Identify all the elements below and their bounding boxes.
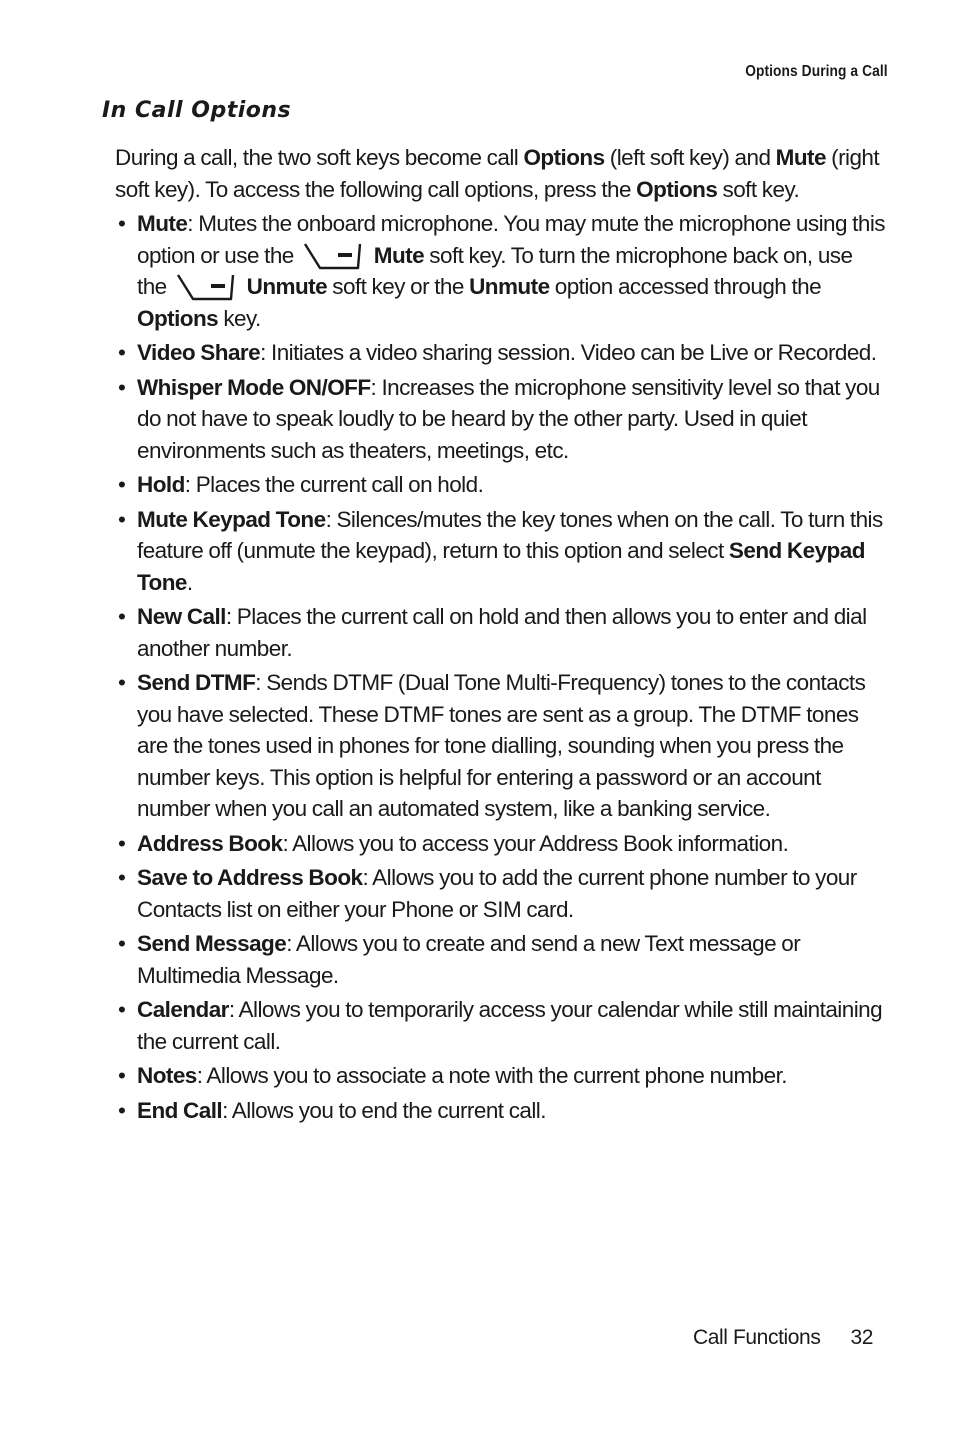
- bullet: •: [118, 340, 126, 365]
- list-item-send-dtmf: • Send DTMF: Sends DTMF (Dual Tone Multi-Frequency) tones to the contacts you have selected. These DTMF tones are sent as a group. The DTMF tones are the tones used in phones for tone dialling, sounding when you press the number keys. This option is helpful for entering a password or an account number when you call an automated system, like a banking service.: [115, 667, 887, 825]
- bullet: •: [118, 506, 126, 532]
- list-item-address-book: • Address Book: Allows you to access your Address Book information.: [115, 828, 887, 860]
- bullet: •: [118, 472, 126, 497]
- bullet: •: [118, 931, 126, 956]
- section-title: In Call Options: [102, 98, 292, 123]
- list-item-new-call: • New Call: Places the current call on hold and then allows you to enter and dial another number.: [115, 601, 887, 664]
- list-item-mute: • Mute: Mutes the onboard microphone. You may mute the microphone using this option or use the Mute soft key. To turn the microphone back on, use the Unmute soft key or the Unmute option accessed through the Options key.: [115, 208, 887, 334]
- footer-chapter: Call Functions: [692, 1326, 821, 1349]
- options-term: Options: [523, 145, 605, 170]
- bullet: •: [118, 211, 126, 236]
- page-number: 32: [850, 1326, 873, 1349]
- bullet: •: [118, 865, 126, 890]
- bullet: •: [118, 830, 126, 856]
- bullet: •: [118, 997, 126, 1022]
- bullet: •: [118, 670, 126, 695]
- call-options-list: [115, 208, 887, 1126]
- right-soft-key-icon: [302, 240, 364, 274]
- list-item-mute-keypad-tone: • Mute Keypad Tone: Silences/mutes the key tones when on the call. To turn this feature off (unmute the keypad), return to this option and select Send Keypad Tone.: [115, 504, 887, 599]
- right-soft-key-icon: [175, 271, 237, 305]
- page-footer: [693, 1326, 873, 1350]
- options-term: Options: [636, 176, 718, 202]
- bullet: •: [118, 374, 126, 400]
- list-item-whisper-mode: • Whisper Mode ON/OFF: Increases the microphone sensitivity level so that you do not have to speak loudly to be heard by the other party. Used in quiet environments such as theaters, meetings, etc.: [115, 372, 887, 467]
- list-item-save-to-address-book: • Save to Address Book: Allows you to add the current phone number to your Contacts list on either your Phone or SIM card.: [115, 862, 887, 925]
- intro-paragraph: During a call, the two soft keys become call Options (left soft key) and Mute (right soft key). To access the following call options, press the Options soft key.: [115, 145, 880, 202]
- list-item-hold: • Hold: Places the current call on hold.: [115, 469, 887, 501]
- list-item-video-share: • Video Share: Initiates a video sharing session. Video can be Live or Recorded.: [115, 337, 887, 369]
- list-item-send-message: • Send Message: Allows you to create and send a new Text message or Multimedia Message.: [115, 928, 887, 991]
- bullet: •: [118, 1097, 126, 1123]
- running-header: Options During a Call: [745, 63, 888, 80]
- bullet: •: [118, 604, 126, 629]
- list-item-end-call: • End Call: Allows you to end the current call.: [115, 1095, 887, 1127]
- list-item-notes: • Notes: Allows you to associate a note with the current phone number.: [115, 1060, 887, 1092]
- list-item-calendar: • Calendar: Allows you to temporarily access your calendar while still maintaining the current call.: [115, 994, 887, 1057]
- bullet: •: [118, 1063, 126, 1088]
- main-content: [115, 142, 887, 1129]
- mute-term: Mute: [775, 145, 826, 170]
